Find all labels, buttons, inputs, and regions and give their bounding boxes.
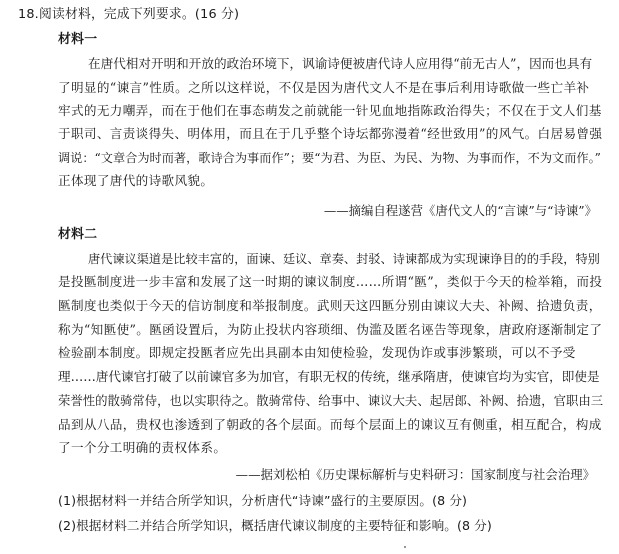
material-2-line: 唐代谏议渠道是比较丰富的，面谏、廷议、章奏、封驳、诗谏都成为实现谏诤目的的手段，特别	[88, 252, 600, 266]
scan-speck	[404, 546, 406, 548]
material-2-line: 称为“知匦使”。匦函设置后，为防止投状内容琐细、伪滥及匿名诬告等现象，唐政府逐渐制定了	[58, 322, 603, 337]
material-1-line: 牢式的无力嘲弄，而在于他们在事态萌发之前就能一针见血地指陈政治得失；不仅在于文人们基	[58, 103, 602, 118]
material-2-line: 匦制度也类似于今天的信访制度和举报制度。武则天这四匦分别由谏议大夫、补阙、拾遗负责，	[58, 298, 602, 313]
material-1-source: ——摘编自程遂营《唐代文人的“言谏”与“诗谏”》	[323, 203, 597, 218]
material-2-source: ——据刘松柏《历史课标解析与史料研习：国家制度与社会治理》	[235, 467, 595, 482]
question-heading: 18.阅读材料，完成下列要求。(16 分)	[18, 7, 240, 22]
material-1-line: 于职司、言责谈得失、明体用，而且在于几乎整个诗坛都弥漫着“经世致用”的风气。白居易曾强	[58, 126, 603, 141]
material-1-line: 在唐代相对开明和开放的政治环境下，讽谕诗便被唐代诗人应用得“前无古人”，因而也具有	[88, 56, 593, 71]
task-2: (2)根据材料二并结合所学知识，概括唐代谏议制度的主要特征和影响。(8 分)	[58, 518, 492, 533]
material-1-line: 正体现了唐代的诗歌风貌。	[58, 173, 214, 188]
material-1-title: 材料一	[58, 32, 98, 47]
material-2-line: 荣誉性的散骑常侍，也以实职待之。散骑常侍、给事中、谏议大夫、起居郎、补阙、拾遗，官职由三	[58, 393, 604, 408]
material-2-line: 品到从八品，贵权也渗透到了朝政的各个层面。而每个层面上的谏议互有侧重，相互配合，构成	[58, 417, 602, 432]
material-1-line: 了明显的“谏言”性质。之所以这样说，不仅是因为唐代文人不是在事后利用诗歌做一些亡羊补	[58, 80, 590, 95]
material-2-line: 是投匦制度进一步丰富和发展了这一时期的谏议制度……所谓“匦”，类似于今天的检举箱，而投	[58, 274, 603, 289]
material-2-line: 理……唐代谏官打破了以前谏官多为加官，有职无权的传统，继承隋唐，使谏官均为实官，即使是	[58, 369, 600, 384]
task-1: (1)根据材料一并结合所学知识，分析唐代“诗谏”盛行的主要原因。(8 分)	[58, 493, 468, 508]
material-1-line: 调说：“文章合为时而著，歌诗合为事而作”；要“为君、为臣、为民、为物、为事而作，不为文而作。”	[58, 151, 601, 165]
material-2-line: 检验副本制度。即规定投匦者应先出具副本由知使检验，发现伪诈或事涉繁琐，可以不予受	[58, 345, 576, 360]
material-2-line: 了一个分工明确的责权体系。	[58, 440, 227, 455]
material-2-title: 材料二	[58, 227, 98, 242]
